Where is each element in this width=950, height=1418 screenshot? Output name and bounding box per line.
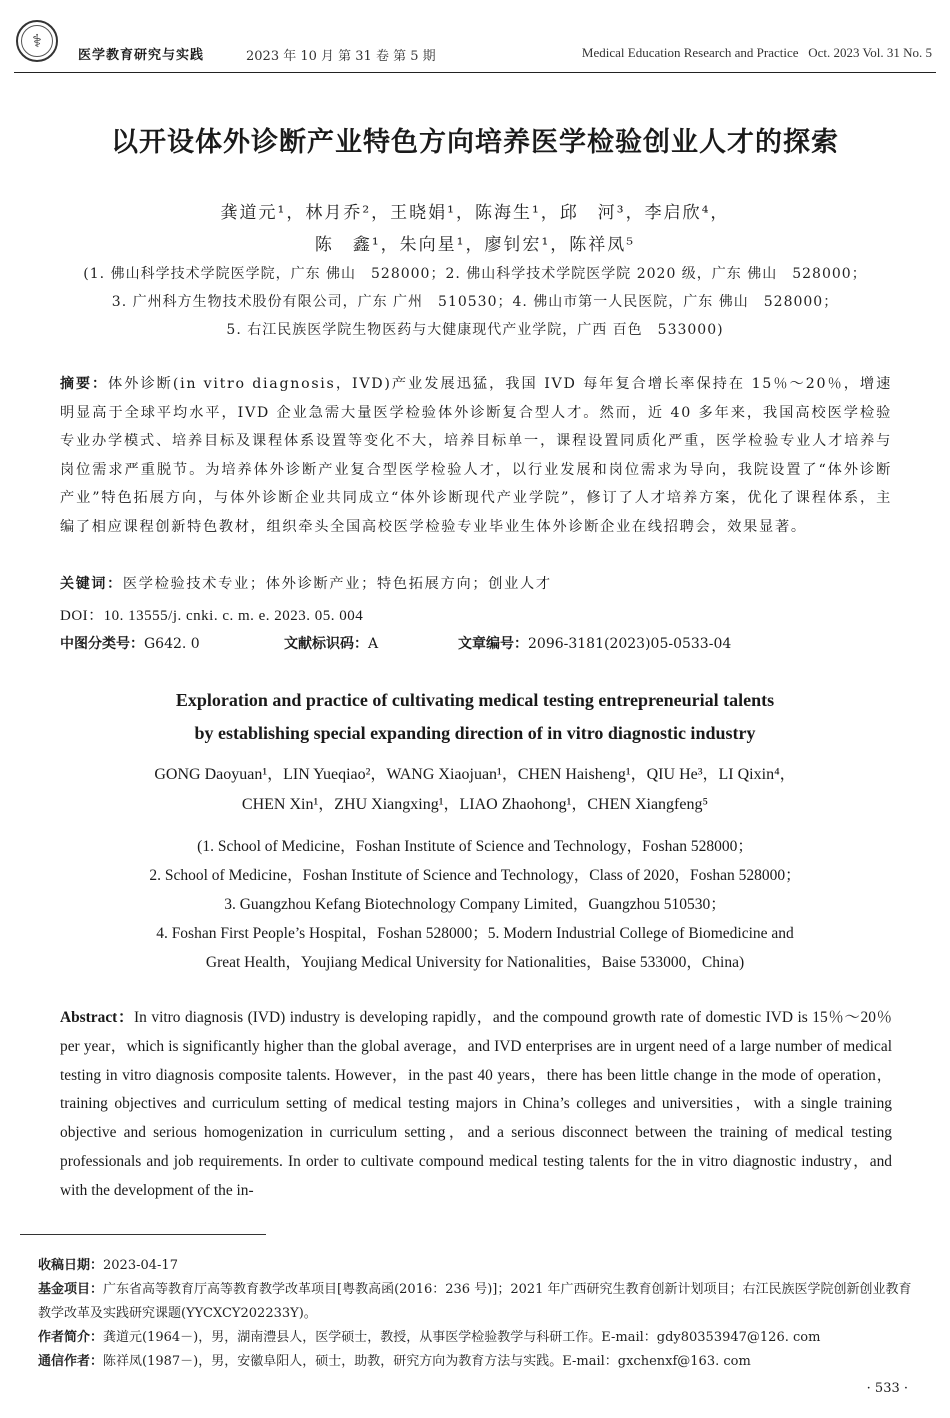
authors-en [0, 760, 950, 820]
page-number: · 533 · [866, 1381, 908, 1396]
fund-label: 基金项目： [38, 1282, 104, 1297]
abstract-en-label: Abstract： [60, 1009, 135, 1026]
footnote-fund [38, 1278, 918, 1326]
header-journal-cn: 医学教育研究与实践 [78, 48, 205, 63]
keywords-cn-text: 医学检验技术专业；体外诊断产业；特色拓展方向；创业人才 [122, 576, 552, 592]
header-divider [14, 72, 936, 73]
affiliation-en-line-5: Great Health，Youjiang Medical University for Nationalities，Baise 533000，China) [205, 954, 745, 971]
header-journal-en-name: Medical Education Research and Practice [581, 45, 799, 60]
journal-logo [16, 20, 58, 62]
authors-en-line-1: GONG Daoyuan¹，LIN Yueqiao²，WANG Xiaojuan¹，CHEN Haisheng¹，QIU He³，LI Qixin⁴， [154, 766, 796, 783]
header-journal-en [582, 45, 932, 61]
footnote-divider [20, 1234, 266, 1235]
author-bio-label: 作者简介： [38, 1330, 104, 1345]
title-en-line-1: Exploration and practice of cultivating medical testing entrepreneurial talents [175, 690, 775, 710]
affiliation-en-line-1: (1. School of Medicine，Foshan Institute of Science and Technology，Foshan 528000； [197, 838, 753, 855]
affiliations-en [0, 832, 950, 977]
classification-row [60, 633, 892, 653]
abstract-en [60, 1004, 892, 1206]
footnotes [38, 1254, 918, 1374]
corresponding-label: 通信作者： [38, 1354, 104, 1369]
clc-value: G642. 0 [144, 636, 200, 652]
title-en [0, 684, 950, 750]
keywords-cn-label: 关键词： [60, 576, 123, 592]
footnote-corresponding [38, 1350, 918, 1374]
header-issue-cn: 2023 年 10 月 第 31 卷 第 5 期 [246, 49, 436, 64]
title-cn: 以开设体外诊断产业特色方向培养医学检验创业人才的探索 [111, 127, 839, 158]
affiliation-en-line-3: 3. Guangzhou Kefang Biotechnology Company Limited，Guangzhou 510530； [224, 896, 726, 913]
affiliation-cn-line-2: 3. 广州科方生物技术股份有限公司，广东 广州 510530；4. 佛山市第一人民医院，广东 佛山 528000； [111, 294, 839, 310]
author-bio-value: 龚道元(1964－)，男，湖南澧县人，医学硕士，教授，从事医学检验教学与科研工作。E-mail：gdy80353947@126. com [103, 1330, 821, 1345]
received-value: 2023-04-17 [103, 1258, 178, 1273]
corresponding-value: 陈祥凤(1987－)，男，安徽阜阳人，硕士，助教，研究方向为教育方法与实践。E-mail：gxchenxf@163. com [103, 1354, 751, 1369]
fund-value: 广东省高等教育厅高等教育教学改革项目[粤教高函(2016：236 号)]；2021 年广西研究生教育创新计划项目；右江民族医学院创新创业教育教学改革及实践研究课题(YYCXCY202233Y)。 [38, 1282, 912, 1321]
abstract-cn [60, 370, 892, 542]
affiliation-cn-line-3: 5. 右江民族医学院生物医药与大健康现代产业学院，广西 百色 533000) [226, 322, 724, 338]
affiliation-en-line-2: 2. School of Medicine，Foshan Institute of Science and Technology，Class of 2020，Foshan 528000； [149, 867, 801, 884]
footnote-author [38, 1326, 918, 1350]
article-number-label: 文章编号： [458, 636, 528, 652]
header-issue-en: Oct. 2023 Vol. 31 No. 5 [808, 45, 932, 60]
authors-en-line-2: CHEN Xin¹，ZHU Xiangxing¹，LIAO Zhaohong¹，CHEN Xiangfeng⁵ [241, 796, 709, 813]
abstract-cn-text: 体外诊断(in vitro diagnosis，IVD)产业发展迅猛，我国 IVD 每年复合增长率保持在 15％～20％，增速明显高于全球平均水平，IVD 企业急需大量医学检验体外诊断复合型人才。然而，近 40 多年来，我国高校医学检验专业办学模式、培养目标及课程体系设置等变化不大，培养目标单一，课程设置同质化严重，医学检验专业人才培养与岗位需求严重脱节。为培养体外诊断产业复合型医学检验人才，以行业发展和岗位需求为导向，我院设置了“体外诊断产业”特色拓展方向，与体外诊断企业共同成立“体外诊断现代产业学院”，修订了人才培养方案，优化了课程体系，主编了相应课程创新特色教材，组织牵头全国高校医学检验专业毕业生体外诊断企业在线招聘会，效果显著。 [60, 376, 893, 535]
abstract-en-text: In vitro diagnosis (IVD) industry is developing rapidly，and the compound growth rate of domestic IVD is 15％～20％ per year，which is significantly higher than the global average，and IVD enterprises are in urgent need of a large number of medical testing in vitro diagnosis composite talents. However，in the past 40 years，there has been little change in the mode of operation，training objectives and curriculum setting of medical testing majors in China’s colleges and universities，with a single training objective and serious homogenization in curriculum setting，and a serious disconnect between the training of medical testing professionals and job requirements. In order to cultivate compound medical testing talents for the in vitro diagnostic industry，and with the development of the in- [60, 1009, 892, 1199]
affiliation-en-line-4: 4. Foshan First People’s Hospital，Foshan 528000；5. Modern Industrial College of Biomedicine and [156, 925, 794, 942]
authors-cn-line-2: 陈 鑫¹，朱向星¹，廖钊宏¹，陈祥凤⁵ [314, 235, 636, 255]
caduceus-icon: ⚕ [21, 25, 53, 57]
doi: DOI：10. 13555/j. cnki. c. m. e. 2023. 05. 004 [60, 608, 364, 624]
doc-code-label: 文献标识码： [284, 636, 368, 652]
clc-label: 中图分类号： [60, 636, 144, 652]
doc-code-value: A [368, 636, 379, 652]
abstract-cn-label: 摘要： [60, 376, 109, 392]
footnote-received [38, 1254, 918, 1278]
affiliation-cn-line-1: (1. 佛山科学技术学院医学院，广东 佛山 528000；2. 佛山科学技术学院医学院 2020 级，广东 佛山 528000； [83, 266, 867, 282]
received-label: 收稿日期： [38, 1258, 104, 1273]
title-en-line-2: by establishing special expanding direction of in vitro diagnostic industry [194, 723, 756, 743]
authors-cn-line-1: 龚道元¹，林月乔²，王晓娟¹，陈海生¹，邱 河³，李启欣⁴， [220, 203, 730, 223]
article-number-value: 2096-3181(2023)05-0533-04 [528, 636, 732, 652]
keywords-cn [60, 570, 892, 599]
